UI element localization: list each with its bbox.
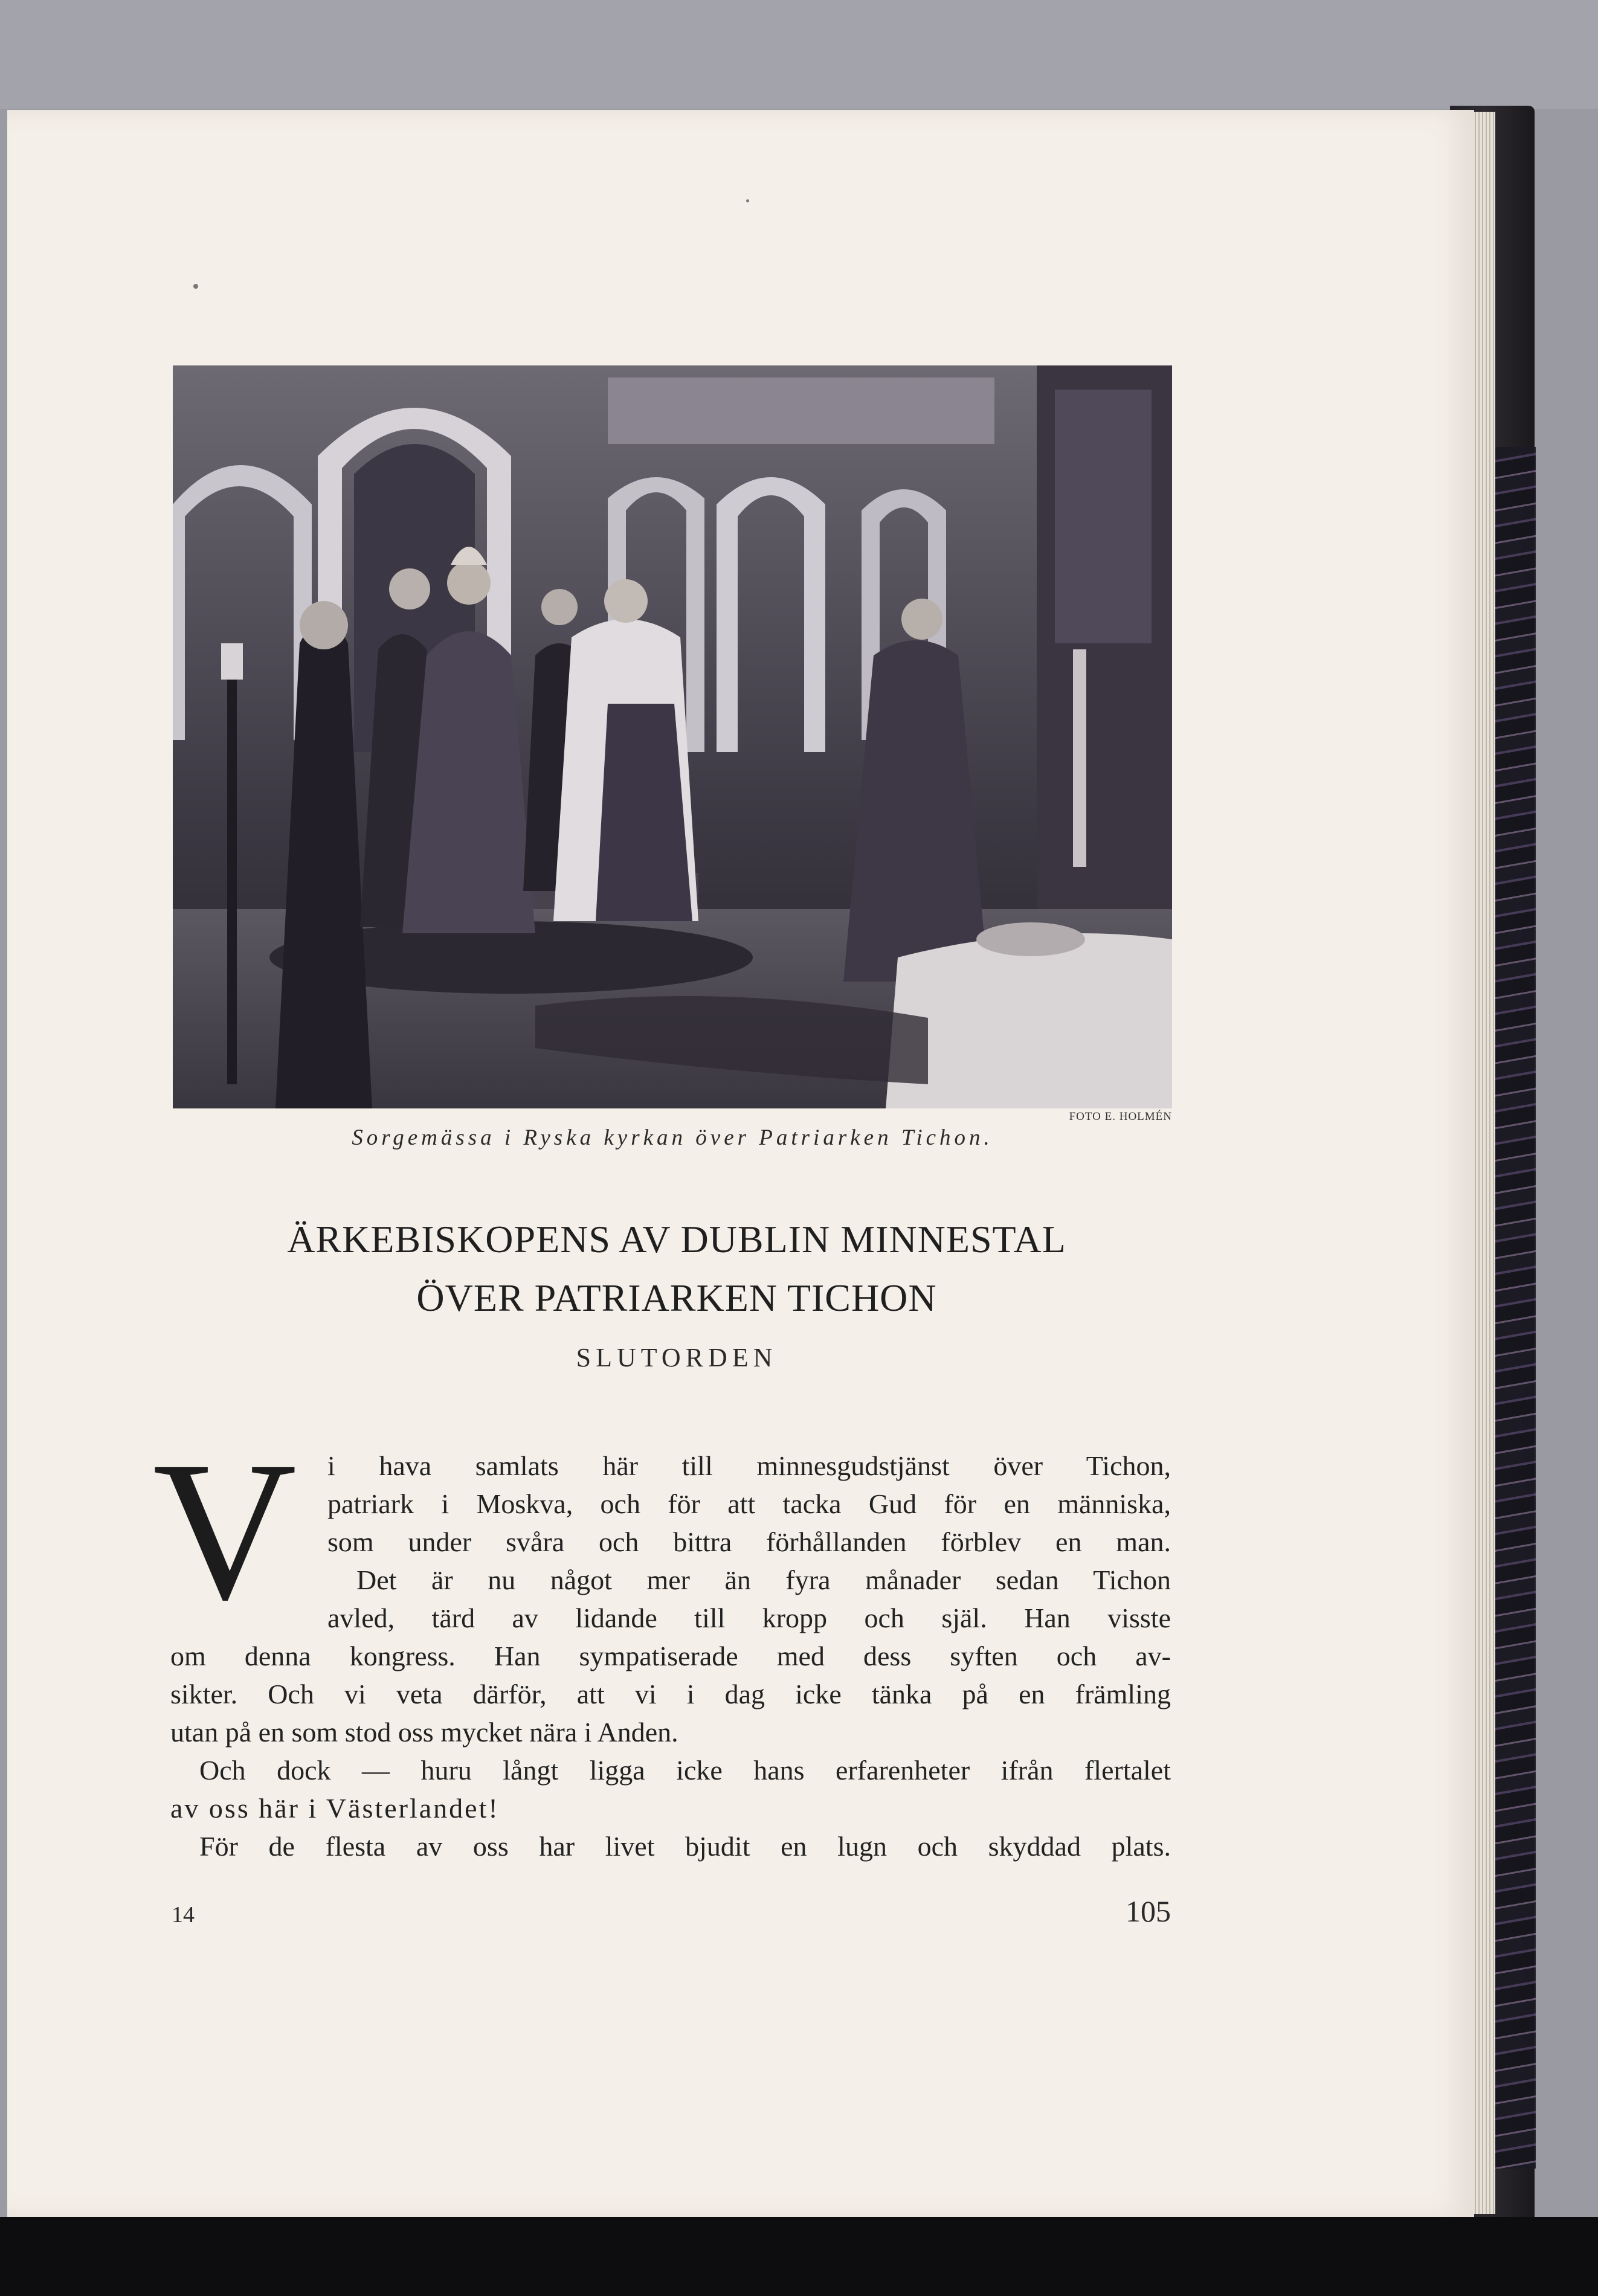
print-speck xyxy=(193,284,198,289)
body-line: utan på en som stod oss mycket nära i Anden. xyxy=(170,1717,678,1748)
article-title-line-1: ÄRKEBISKOPENS AV DUBLIN MINNESTAL xyxy=(287,1218,1066,1261)
body-line: Det är nu något mer än fyra månader sedan Tichon xyxy=(356,1564,1171,1595)
body-line: avled, tärd av lidande till kropp och själ. Han visste xyxy=(327,1603,1171,1633)
signature-mark: 14 xyxy=(172,1902,195,1928)
page-number: 105 xyxy=(1126,1894,1171,1928)
body-line: av oss här i Västerlandet! xyxy=(170,1793,500,1824)
marbled-cover-edge xyxy=(1492,447,1536,2169)
church-photograph xyxy=(173,365,1172,1108)
photo-caption: Sorgemässa i Ryska kyrkan över Patriarken Tichon. xyxy=(352,1125,993,1150)
scanner-background-top xyxy=(0,0,1598,109)
body-line: sikter. Och vi veta därför, att vi i dag icke tänka på en främling xyxy=(170,1679,1171,1709)
body-line: För de flesta av oss har livet bjudit en lugn och skyddad plats. xyxy=(199,1831,1171,1862)
body-line: Och dock — huru långt ligga icke hans erfarenheter ifrån flertalet xyxy=(199,1755,1171,1786)
article-title-line-2: ÖVER PATRIARKEN TICHON xyxy=(416,1276,937,1319)
photo-credit: FOTO E. HOLMÉN xyxy=(1069,1110,1172,1123)
print-speck xyxy=(746,199,749,202)
drop-cap: V xyxy=(152,1421,297,1641)
body-line: patriark i Moskva, och för att tacka Gud för en människa, xyxy=(327,1488,1171,1519)
body-line: i hava samlats här till minnesgudstjänst över Tichon, xyxy=(327,1450,1171,1481)
scanner-background-bottom xyxy=(0,2217,1598,2296)
article-subtitle: SLUTORDEN xyxy=(576,1343,778,1372)
photo-illustration xyxy=(173,365,1172,1108)
body-line: om denna kongress. Han sympatiserade med dess syften och av- xyxy=(170,1641,1171,1671)
body-line: som under svåra och bittra förhållanden förblev en man. xyxy=(327,1526,1171,1557)
